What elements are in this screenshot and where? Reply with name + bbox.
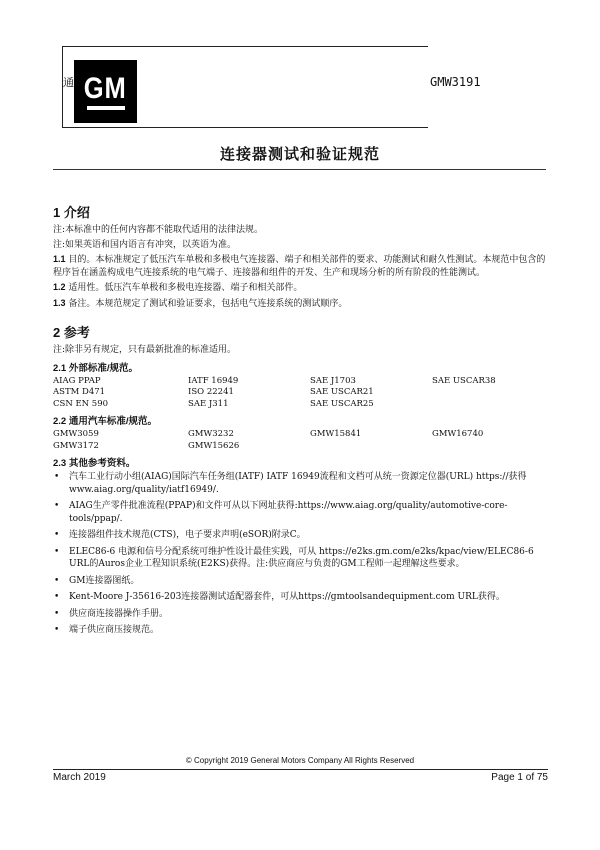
footer-date: March 2019 [53, 772, 106, 783]
standard-ref: SAE J311 [188, 398, 229, 409]
paragraph-1-2-text: 适用性。低压汽车单极和多极电连接器、端子和相关部件。 [65, 283, 303, 293]
section-2-3-heading: 2.3 其他参考资料。 [53, 458, 136, 469]
list-item-text: 汽车工业行动小组(AIAG)国际汽车任务组(IATF) IATF 16949流程和文档可从统一资源定位器(URL) https://获得www.aiag.org/quality/iatf16949/. [69, 472, 527, 495]
bullet-icon: • [54, 472, 60, 482]
bullet-icon: • [54, 546, 60, 557]
paragraph-1-2-number: 1.2 [53, 282, 66, 292]
document-body [53, 196, 549, 641]
standard-ref: GMW15626 [188, 440, 240, 451]
paragraph-1-3-number: 1.3 [53, 297, 66, 308]
list-item [53, 575, 549, 588]
list-item-text: ELEC86-6 电源和信号分配系统可维护性设计最佳实践，可从 https://e2ks.gm.com/e2ks/kpac/view/ELEC86-6 URL的Auros企业工程知识系统(E2KS)获得。注:供应商应与负责的GM工程师一起理解这些要求。 [69, 546, 534, 569]
list-item [53, 546, 549, 571]
title-rule [53, 169, 546, 170]
standard-ref: IATF 16949 [188, 375, 239, 386]
standard-ref [432, 441, 549, 453]
standard-ref: GMW16740 [432, 429, 484, 439]
list-item-text: GM连接器图纸。 [69, 575, 140, 586]
standard-ref [432, 399, 549, 411]
bullet-icon: • [54, 608, 60, 619]
standard-ref: GMW3059 [53, 429, 99, 439]
list-item [53, 624, 549, 637]
standard-ref: SAE USCAR21 [310, 387, 374, 397]
gm-logo-text: GM [84, 71, 127, 105]
standard-ref: AIAG PPAP [53, 375, 101, 386]
bullet-icon: • [54, 501, 60, 511]
list-item [53, 529, 549, 542]
list-item [53, 591, 549, 604]
standard-ref: GMW3172 [53, 440, 99, 451]
paragraph-1-2 [53, 281, 549, 295]
section-1-note-2: 注:如果英语和国内语言有冲突，以英语为准。 [53, 239, 237, 250]
copyright-notice: © Copyright 2019 General Motors Company All Rights Reserved [185, 756, 415, 765]
paragraph-1-1-number: 1.1 [53, 254, 66, 264]
other-references-list [53, 471, 549, 637]
header-top-rule [62, 46, 428, 47]
bullet-icon: • [54, 625, 60, 635]
footer-rule [53, 769, 548, 770]
gm-standards-grid [53, 429, 549, 452]
gm-logo [74, 60, 137, 123]
list-item-text: 供应商连接器操作手册。 [69, 608, 169, 619]
paragraph-1-3 [53, 297, 549, 311]
list-item [53, 608, 549, 621]
section-2-heading: 2 参考 [53, 325, 90, 340]
header-prefix: 通 [63, 76, 74, 89]
gm-logo-bar [87, 106, 125, 110]
section-1-heading: 1 介绍 [53, 205, 90, 220]
section-2-note: 注:除非另有规定，只有最新批准的标准适用。 [53, 345, 237, 355]
standard-ref: ASTM D471 [53, 387, 106, 397]
document-number: GMW3191 [430, 75, 481, 89]
standard-ref [432, 387, 549, 399]
list-item-text: Kent-Moore J-35616-203连接器测试适配器套件，可从https://gmtoolsandequipment.com URL获得。 [69, 592, 505, 602]
bullet-icon: • [54, 575, 60, 586]
paragraph-1-1-text: 目的。本标准规定了低压汽车单极和多极电气连接器、端子和相关部件的要求、功能测试和耐久性测试。本规范中包含的程序旨在涵盖构成电气连接系统的电气端子、连接器和组件的开发、生产和现场分析的所有阶段的性能测试。 [53, 255, 546, 278]
list-item-text: 端子供应商压接规范。 [69, 625, 160, 635]
standard-ref: GMW15841 [310, 429, 362, 439]
bullet-icon: • [54, 530, 60, 540]
standard-ref: SAE USCAR25 [310, 398, 374, 409]
document-title: 连接器测试和验证规范 [219, 145, 380, 163]
section-2-1-heading: 2.1 外部标准/规范。 [53, 362, 138, 374]
header-bottom-rule [62, 127, 428, 128]
standard-ref: SAE J1703 [310, 375, 356, 386]
standard-ref: GMW3232 [188, 429, 234, 439]
list-item [53, 500, 549, 525]
list-item [53, 471, 549, 496]
list-item-text: 连接器组件技术规范(CTS)，电子要求声明(eSOR)附录C。 [69, 530, 306, 540]
standard-ref: CSN EN 590 [53, 398, 109, 409]
external-standards-grid [53, 376, 549, 411]
standard-ref: SAE USCAR38 [432, 375, 496, 386]
paragraph-1-3-text: 备注。本规范规定了测试和验证要求，包括电气连接系统的测试顺序。 [65, 298, 348, 309]
list-item-text: AIAG生产零件批准流程(PPAP)和文件可从以下网址获得:https://www.aiag.org/quality/automotive-core-tools/ppap/. [69, 501, 508, 524]
bullet-icon: • [54, 592, 60, 602]
standard-ref: ISO 22241 [188, 387, 234, 397]
section-2-2-heading: 2.2 通用汽车标准/规范。 [53, 416, 157, 427]
page-number: Page 1 of 75 [491, 772, 548, 783]
paragraph-1-1 [53, 253, 549, 279]
section-1-note-1: 注:本标准中的任何内容都不能取代适用的法律法规。 [53, 225, 264, 235]
standard-ref [310, 441, 432, 453]
